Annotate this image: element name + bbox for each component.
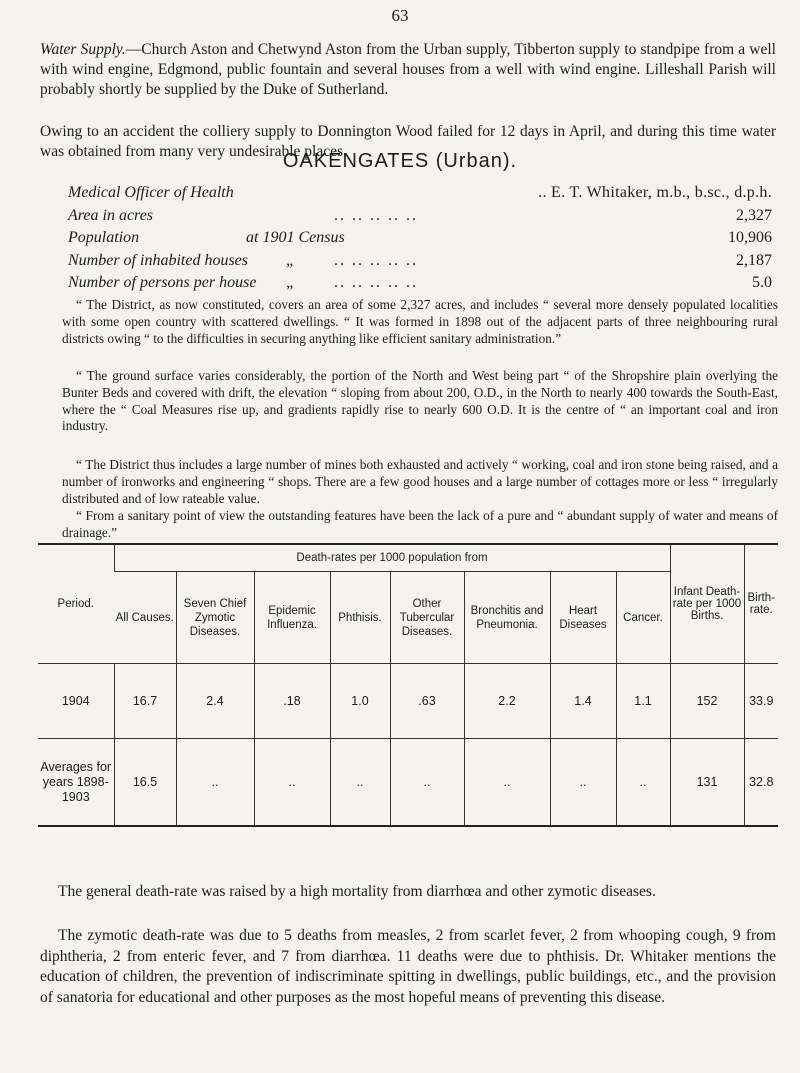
table-cell: .18	[254, 664, 330, 739]
header-infant-death-rate: Infant Death-rate per 1000 Births.	[670, 544, 744, 664]
area-label: Area in acres	[68, 206, 154, 224]
table-cell: 1.1	[616, 664, 670, 739]
moh-value: .. E. T. Whitaker, m.b., b.sc., d.p.h.	[538, 184, 772, 201]
table-cell: ..	[616, 739, 670, 827]
persons-label: Number of persons per house	[68, 274, 257, 291]
table-cell: 1.4	[550, 664, 616, 739]
quote-district: “ The District, as now constituted, covers an area of some 2,327 acres, and includes “ several more densely populated localities with some open country with scattered dwellings. “ It was formed in 1898 out of the adjacent parts of three neighbouring rural districts owing “ to the difficulties in securing anything like efficient sanitary administration.”	[62, 297, 778, 346]
fact-row-moh	[68, 184, 774, 207]
district-facts	[68, 184, 774, 297]
area-value: 2,327	[736, 206, 772, 224]
table-cell: 1.0	[330, 664, 390, 739]
fact-row-area	[68, 207, 774, 230]
general-death-rate-paragraph: The general death-rate was raised by a high mortality from diarrhœa and other zymotic diseases.	[58, 883, 656, 900]
table-row	[38, 664, 778, 739]
quote-ground: “ The ground surface varies considerably, the portion of the North and West being part “ of the Shropshire plain overlying the Bunter Beds and covered with drift, the elevation “ sloping from about 200, O.D., in the North to nearly 400 towards the South-East, where the “ Coal Measures rise up, and gradients rapidly rise to nearly 600 O.D. It is the centre of “ an important coal and iron industry.	[62, 368, 778, 434]
table-cell: 16.5	[114, 739, 176, 827]
header-col: Phthisis.	[330, 572, 390, 664]
row-period: 1904	[38, 664, 114, 739]
header-col: Epidemic Influenza.	[254, 572, 330, 664]
table-cell: ..	[464, 739, 550, 827]
header-col: Cancer.	[616, 572, 670, 664]
table-row	[38, 739, 778, 827]
water-supply-text: —Church Aston and Chetwynd Aston from the Urban supply, Tibberton supply to standpipe from a well with wind engine, Edgmond, public fountain and several houses from a well with wind engine. Lilleshall Parish will probably shortly be supplied by the Duke of Sutherland.	[40, 41, 776, 98]
header-col: All Causes.	[114, 572, 176, 664]
table-cell: 2.4	[176, 664, 254, 739]
houses-label: Number of inhabited houses	[68, 251, 248, 269]
table-cell: 131	[670, 739, 744, 827]
death-rates-table	[38, 543, 778, 827]
table-cell: 16.7	[114, 664, 176, 739]
houses-ditto: „	[286, 251, 295, 269]
header-death-rates: Death-rates per 1000 population from	[114, 544, 670, 572]
water-supply-title: Water Supply.	[40, 41, 126, 58]
header-birth-rate: Birth-rate.	[744, 544, 778, 664]
persons-value: 5.0	[752, 274, 772, 291]
table-cell: 2.2	[464, 664, 550, 739]
table-subheader-row	[38, 572, 778, 664]
header-col: Heart Diseases	[550, 572, 616, 664]
colliery-paragraph: Owing to an accident the colliery supply to Donnington Wood failed for 12 days in April, and during this time water was obtained from many very undesirable places.	[40, 123, 776, 160]
header-col: Bronchitis and Pneumonia.	[464, 572, 550, 664]
table-cell: 32.8	[744, 739, 778, 827]
population-value: 10,906	[728, 229, 772, 246]
header-col: Other Tubercular Diseases.	[390, 572, 464, 664]
table-cell: ..	[254, 739, 330, 827]
population-census: at 1901 Census	[246, 229, 345, 246]
houses-dots: .. .. .. .. ..	[334, 251, 418, 269]
quote-sanitary: “ From a sanitary point of view the outstanding features have been the lack of a pure and “ abundant supply of water and means of drainage.”	[62, 508, 778, 540]
page-number: 63	[391, 6, 409, 25]
fact-row-population	[68, 229, 774, 252]
water-supply-paragraph	[40, 40, 776, 100]
area-dots: .. .. .. .. ..	[334, 206, 418, 224]
fact-row-persons	[68, 274, 774, 297]
table-cell: ..	[176, 739, 254, 827]
table-cell: .63	[390, 664, 464, 739]
header-col: Seven Chief Zymotic Diseases.	[176, 572, 254, 664]
moh-label: Medical Officer of Health	[68, 184, 234, 201]
table-cell: ..	[390, 739, 464, 827]
row-period: Averages for years 1898-1903	[38, 739, 114, 827]
persons-dots: .. .. .. .. ..	[334, 274, 418, 291]
zymotic-paragraph: The zymotic death-rate was due to 5 deaths from measles, 2 from scarlet fever, 2 from whooping cough, 9 from diphtheria, 2 from enteric fever, and 7 from diarrhœa. 11 deaths were due to phthisis. Dr. Whitaker mentions the education of children, the prevention of indiscriminate spitting in dwellings, public buildings, etc., and the provision of sanatoria for educational and other purposes as the most hopeful means of preventing this disease.	[40, 927, 776, 1006]
persons-ditto: „	[286, 274, 295, 291]
table-cell: 33.9	[744, 664, 778, 739]
table-cell: 152	[670, 664, 744, 739]
district-heading: OAKENGATES (Urban).	[282, 150, 518, 172]
houses-value: 2,187	[736, 251, 772, 269]
fact-row-houses	[68, 252, 774, 275]
header-period: Period.	[38, 544, 114, 664]
table-cell: ..	[330, 739, 390, 827]
table-cell: ..	[550, 739, 616, 827]
table-header-row	[38, 544, 778, 572]
quote-mines: “ The District thus includes a large number of mines both exhausted and actively “ working, coal and iron stone being raised, and a number of ironworks and engineering “ shops. There are a few good houses and a large number of cottages more or less “ irregularly distributed and of low rateable value.	[62, 457, 778, 506]
population-label: Population	[68, 229, 140, 246]
